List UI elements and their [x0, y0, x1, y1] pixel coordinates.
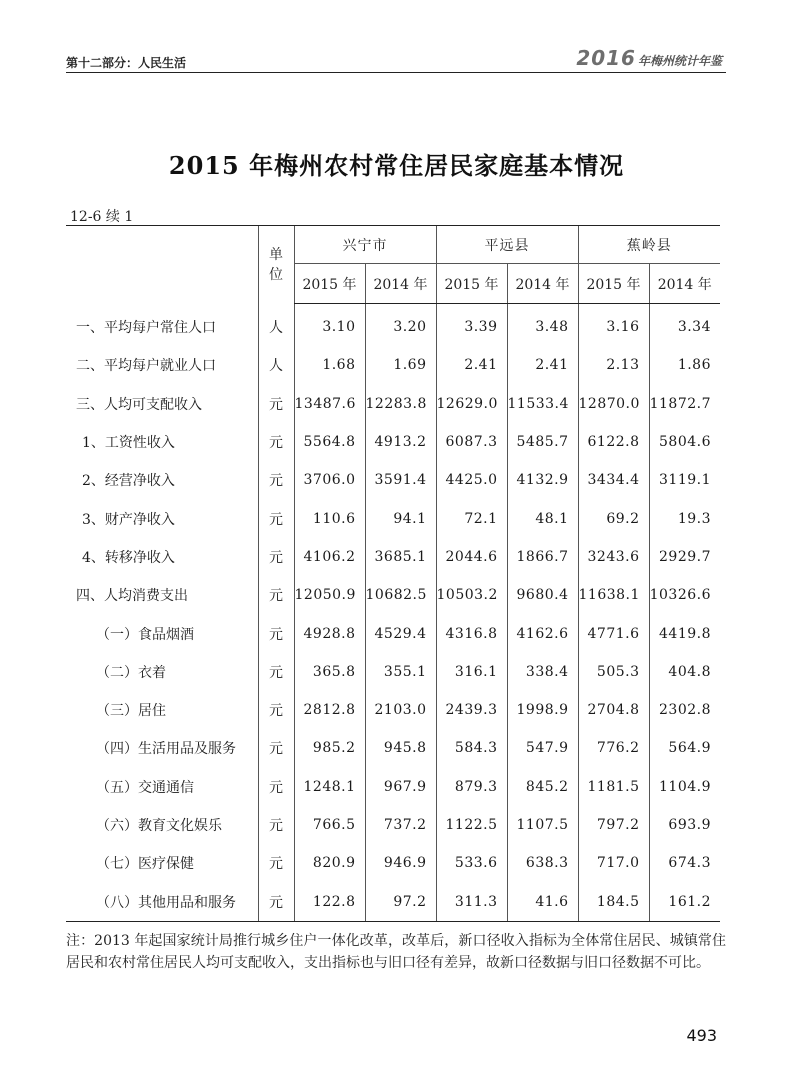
value-cell: 355.1 — [365, 653, 436, 691]
value-cell: 404.8 — [649, 653, 720, 691]
value-cell: 1181.5 — [578, 768, 649, 806]
table-row — [66, 576, 720, 614]
value-cell: 693.9 — [649, 806, 720, 844]
value-cell: 11533.4 — [507, 385, 578, 423]
year-header: 2015 年 — [578, 264, 649, 304]
table-row — [66, 614, 720, 652]
row-label: 2、经营净收入 — [82, 473, 175, 490]
value-cell: 19.3 — [649, 499, 720, 537]
value-cell: 11872.7 — [649, 385, 720, 423]
section-label: 第十二部分：人民生活 — [66, 56, 187, 70]
value-cell: 845.2 — [507, 768, 578, 806]
value-cell: 584.3 — [436, 729, 507, 767]
table-row — [66, 882, 720, 921]
value-cell: 776.2 — [578, 729, 649, 767]
unit-header-label: 单 位 — [269, 246, 283, 283]
value-cell: 110.6 — [294, 499, 365, 537]
value-cell: 2044.6 — [436, 538, 507, 576]
value-cell: 48.1 — [507, 499, 578, 537]
value-cell: 967.9 — [365, 768, 436, 806]
row-label: （八）其他用品和服务 — [66, 882, 258, 921]
table-row — [66, 806, 720, 844]
row-unit: 人 — [258, 308, 294, 346]
group-header-jiaoling: 蕉岭县 — [578, 226, 720, 264]
value-cell: 4425.0 — [436, 461, 507, 499]
value-cell: 2.13 — [578, 346, 649, 384]
value-cell: 6087.3 — [436, 423, 507, 461]
value-cell: 2704.8 — [578, 691, 649, 729]
page-number: 493 — [686, 1026, 717, 1045]
table-row — [66, 346, 720, 384]
value-cell: 2.41 — [436, 346, 507, 384]
value-cell: 10682.5 — [365, 576, 436, 614]
value-cell: 547.9 — [507, 729, 578, 767]
value-cell: 3591.4 — [365, 461, 436, 499]
table-row — [66, 423, 720, 461]
row-unit: 元 — [258, 768, 294, 806]
value-cell: 3434.4 — [578, 461, 649, 499]
row-label: 二、平均每户就业人口 — [76, 358, 216, 375]
row-label: （一）食品烟酒 — [96, 626, 194, 643]
running-header — [66, 42, 726, 73]
row-label: （二）衣着 — [96, 664, 166, 681]
value-cell: 122.8 — [294, 882, 365, 921]
year-header: 2014 年 — [365, 264, 436, 304]
row-label: （六）教育文化娱乐 — [96, 818, 222, 834]
table-id: 12-6 续 1 — [70, 209, 134, 225]
row-unit: 元 — [258, 614, 294, 652]
household-stats-table — [66, 225, 720, 922]
year-header: 2015 年 — [294, 264, 365, 304]
value-cell: 12283.8 — [365, 385, 436, 423]
value-cell: 1.86 — [649, 346, 720, 384]
value-cell: 5564.8 — [294, 423, 365, 461]
value-cell: 766.5 — [294, 806, 365, 844]
value-cell: 820.9 — [294, 844, 365, 882]
indicator-header — [66, 226, 258, 304]
row-label: （五）交通通信 — [96, 779, 194, 796]
value-cell: 4132.9 — [507, 461, 578, 499]
value-cell: 2.41 — [507, 346, 578, 384]
row-label: （三）居住 — [96, 703, 166, 720]
table-row — [66, 729, 720, 767]
table-body — [66, 304, 720, 922]
yearbook-year: 2016 — [576, 46, 636, 70]
value-cell: 2103.0 — [365, 691, 436, 729]
page-title: 2015 年梅州农村常住居民家庭基本情况 — [168, 151, 625, 180]
value-cell: 338.4 — [507, 653, 578, 691]
value-cell: 13487.6 — [294, 385, 365, 423]
row-label: （七）医疗保健 — [96, 856, 194, 873]
value-cell: 10503.2 — [436, 576, 507, 614]
row-label: 一、平均每户常住人口 — [76, 320, 216, 337]
value-cell: 184.5 — [578, 882, 649, 921]
value-cell: 316.1 — [436, 653, 507, 691]
value-cell: 41.6 — [507, 882, 578, 921]
value-cell: 3.34 — [649, 308, 720, 346]
footnote: 注：2013 年起国家统计局推行城乡住户一体化改革，改革后，新口径收入指标为全体常住居民、城镇常住居民和农村常住居民人均可支配收入，支出指标也与旧口径有差异，故新口径数据与旧口径数据不可比。 — [66, 933, 726, 971]
value-cell: 4162.6 — [507, 614, 578, 652]
row-label: 四、人均消费支出 — [76, 588, 188, 605]
value-cell: 12050.9 — [294, 576, 365, 614]
value-cell: 505.3 — [578, 653, 649, 691]
value-cell: 12870.0 — [578, 385, 649, 423]
value-cell: 1.69 — [365, 346, 436, 384]
row-label: 3、财产净收入 — [82, 511, 175, 528]
yearbook-mark — [576, 46, 722, 70]
value-cell: 1107.5 — [507, 806, 578, 844]
table-row — [66, 499, 720, 537]
row-unit: 元 — [258, 538, 294, 576]
value-cell: 161.2 — [649, 882, 720, 921]
row-unit: 元 — [258, 653, 294, 691]
value-cell: 3.48 — [507, 308, 578, 346]
value-cell: 1998.9 — [507, 691, 578, 729]
value-cell: 3119.1 — [649, 461, 720, 499]
value-cell: 564.9 — [649, 729, 720, 767]
year-header: 2015 年 — [436, 264, 507, 304]
value-cell: 1866.7 — [507, 538, 578, 576]
value-cell: 3.10 — [294, 308, 365, 346]
table-row — [66, 653, 720, 691]
value-cell: 985.2 — [294, 729, 365, 767]
group-header-xingning: 兴宁市 — [294, 226, 436, 264]
value-cell: 3.39 — [436, 308, 507, 346]
value-cell: 3706.0 — [294, 461, 365, 499]
value-cell: 879.3 — [436, 768, 507, 806]
value-cell: 1104.9 — [649, 768, 720, 806]
value-cell: 1248.1 — [294, 768, 365, 806]
value-cell: 4529.4 — [365, 614, 436, 652]
value-cell: 2812.8 — [294, 691, 365, 729]
value-cell: 97.2 — [365, 882, 436, 921]
value-cell: 717.0 — [578, 844, 649, 882]
value-cell: 4419.8 — [649, 614, 720, 652]
value-cell: 365.8 — [294, 653, 365, 691]
value-cell: 945.8 — [365, 729, 436, 767]
value-cell: 4316.8 — [436, 614, 507, 652]
value-cell: 5804.6 — [649, 423, 720, 461]
value-cell: 3243.6 — [578, 538, 649, 576]
value-cell: 4928.8 — [294, 614, 365, 652]
table-row — [66, 844, 720, 882]
value-cell: 311.3 — [436, 882, 507, 921]
value-cell: 3.16 — [578, 308, 649, 346]
year-header: 2014 年 — [507, 264, 578, 304]
year-header: 2014 年 — [649, 264, 720, 304]
row-unit: 元 — [258, 461, 294, 499]
value-cell: 4913.2 — [365, 423, 436, 461]
row-unit: 元 — [258, 385, 294, 423]
value-cell: 674.3 — [649, 844, 720, 882]
value-cell: 638.3 — [507, 844, 578, 882]
value-cell: 3.20 — [365, 308, 436, 346]
value-cell: 2439.3 — [436, 691, 507, 729]
table-row — [66, 768, 720, 806]
row-unit: 元 — [258, 729, 294, 767]
value-cell: 533.6 — [436, 844, 507, 882]
row-unit: 元 — [258, 844, 294, 882]
value-cell: 946.9 — [365, 844, 436, 882]
value-cell: 5485.7 — [507, 423, 578, 461]
row-unit: 元 — [258, 806, 294, 844]
value-cell: 9680.4 — [507, 576, 578, 614]
table-row — [66, 538, 720, 576]
value-cell: 2929.7 — [649, 538, 720, 576]
row-unit: 元 — [258, 691, 294, 729]
row-unit: 元 — [258, 423, 294, 461]
table-row — [66, 308, 720, 346]
value-cell: 3685.1 — [365, 538, 436, 576]
value-cell: 12629.0 — [436, 385, 507, 423]
value-cell: 69.2 — [578, 499, 649, 537]
group-header-pingyuan: 平远县 — [436, 226, 578, 264]
value-cell: 10326.6 — [649, 576, 720, 614]
value-cell: 72.1 — [436, 499, 507, 537]
value-cell: 6122.8 — [578, 423, 649, 461]
row-label: 1、工资性收入 — [82, 435, 175, 452]
row-label: （四）生活用品及服务 — [96, 741, 236, 758]
value-cell: 11638.1 — [578, 576, 649, 614]
row-label: 4、转移净收入 — [82, 549, 175, 566]
row-label: 三、人均可支配收入 — [76, 396, 202, 413]
value-cell: 2302.8 — [649, 691, 720, 729]
value-cell: 797.2 — [578, 806, 649, 844]
row-unit: 人 — [258, 346, 294, 384]
value-cell: 737.2 — [365, 806, 436, 844]
value-cell: 1.68 — [294, 346, 365, 384]
row-unit: 元 — [258, 499, 294, 537]
value-cell: 1122.5 — [436, 806, 507, 844]
value-cell: 94.1 — [365, 499, 436, 537]
yearbook-name: 年梅州统计年鉴 — [637, 54, 722, 68]
table-row — [66, 461, 720, 499]
value-cell: 4106.2 — [294, 538, 365, 576]
table-row — [66, 385, 720, 423]
value-cell: 4771.6 — [578, 614, 649, 652]
row-unit: 元 — [258, 576, 294, 614]
row-unit: 元 — [258, 882, 294, 921]
unit-header — [258, 226, 294, 304]
table-row — [66, 691, 720, 729]
